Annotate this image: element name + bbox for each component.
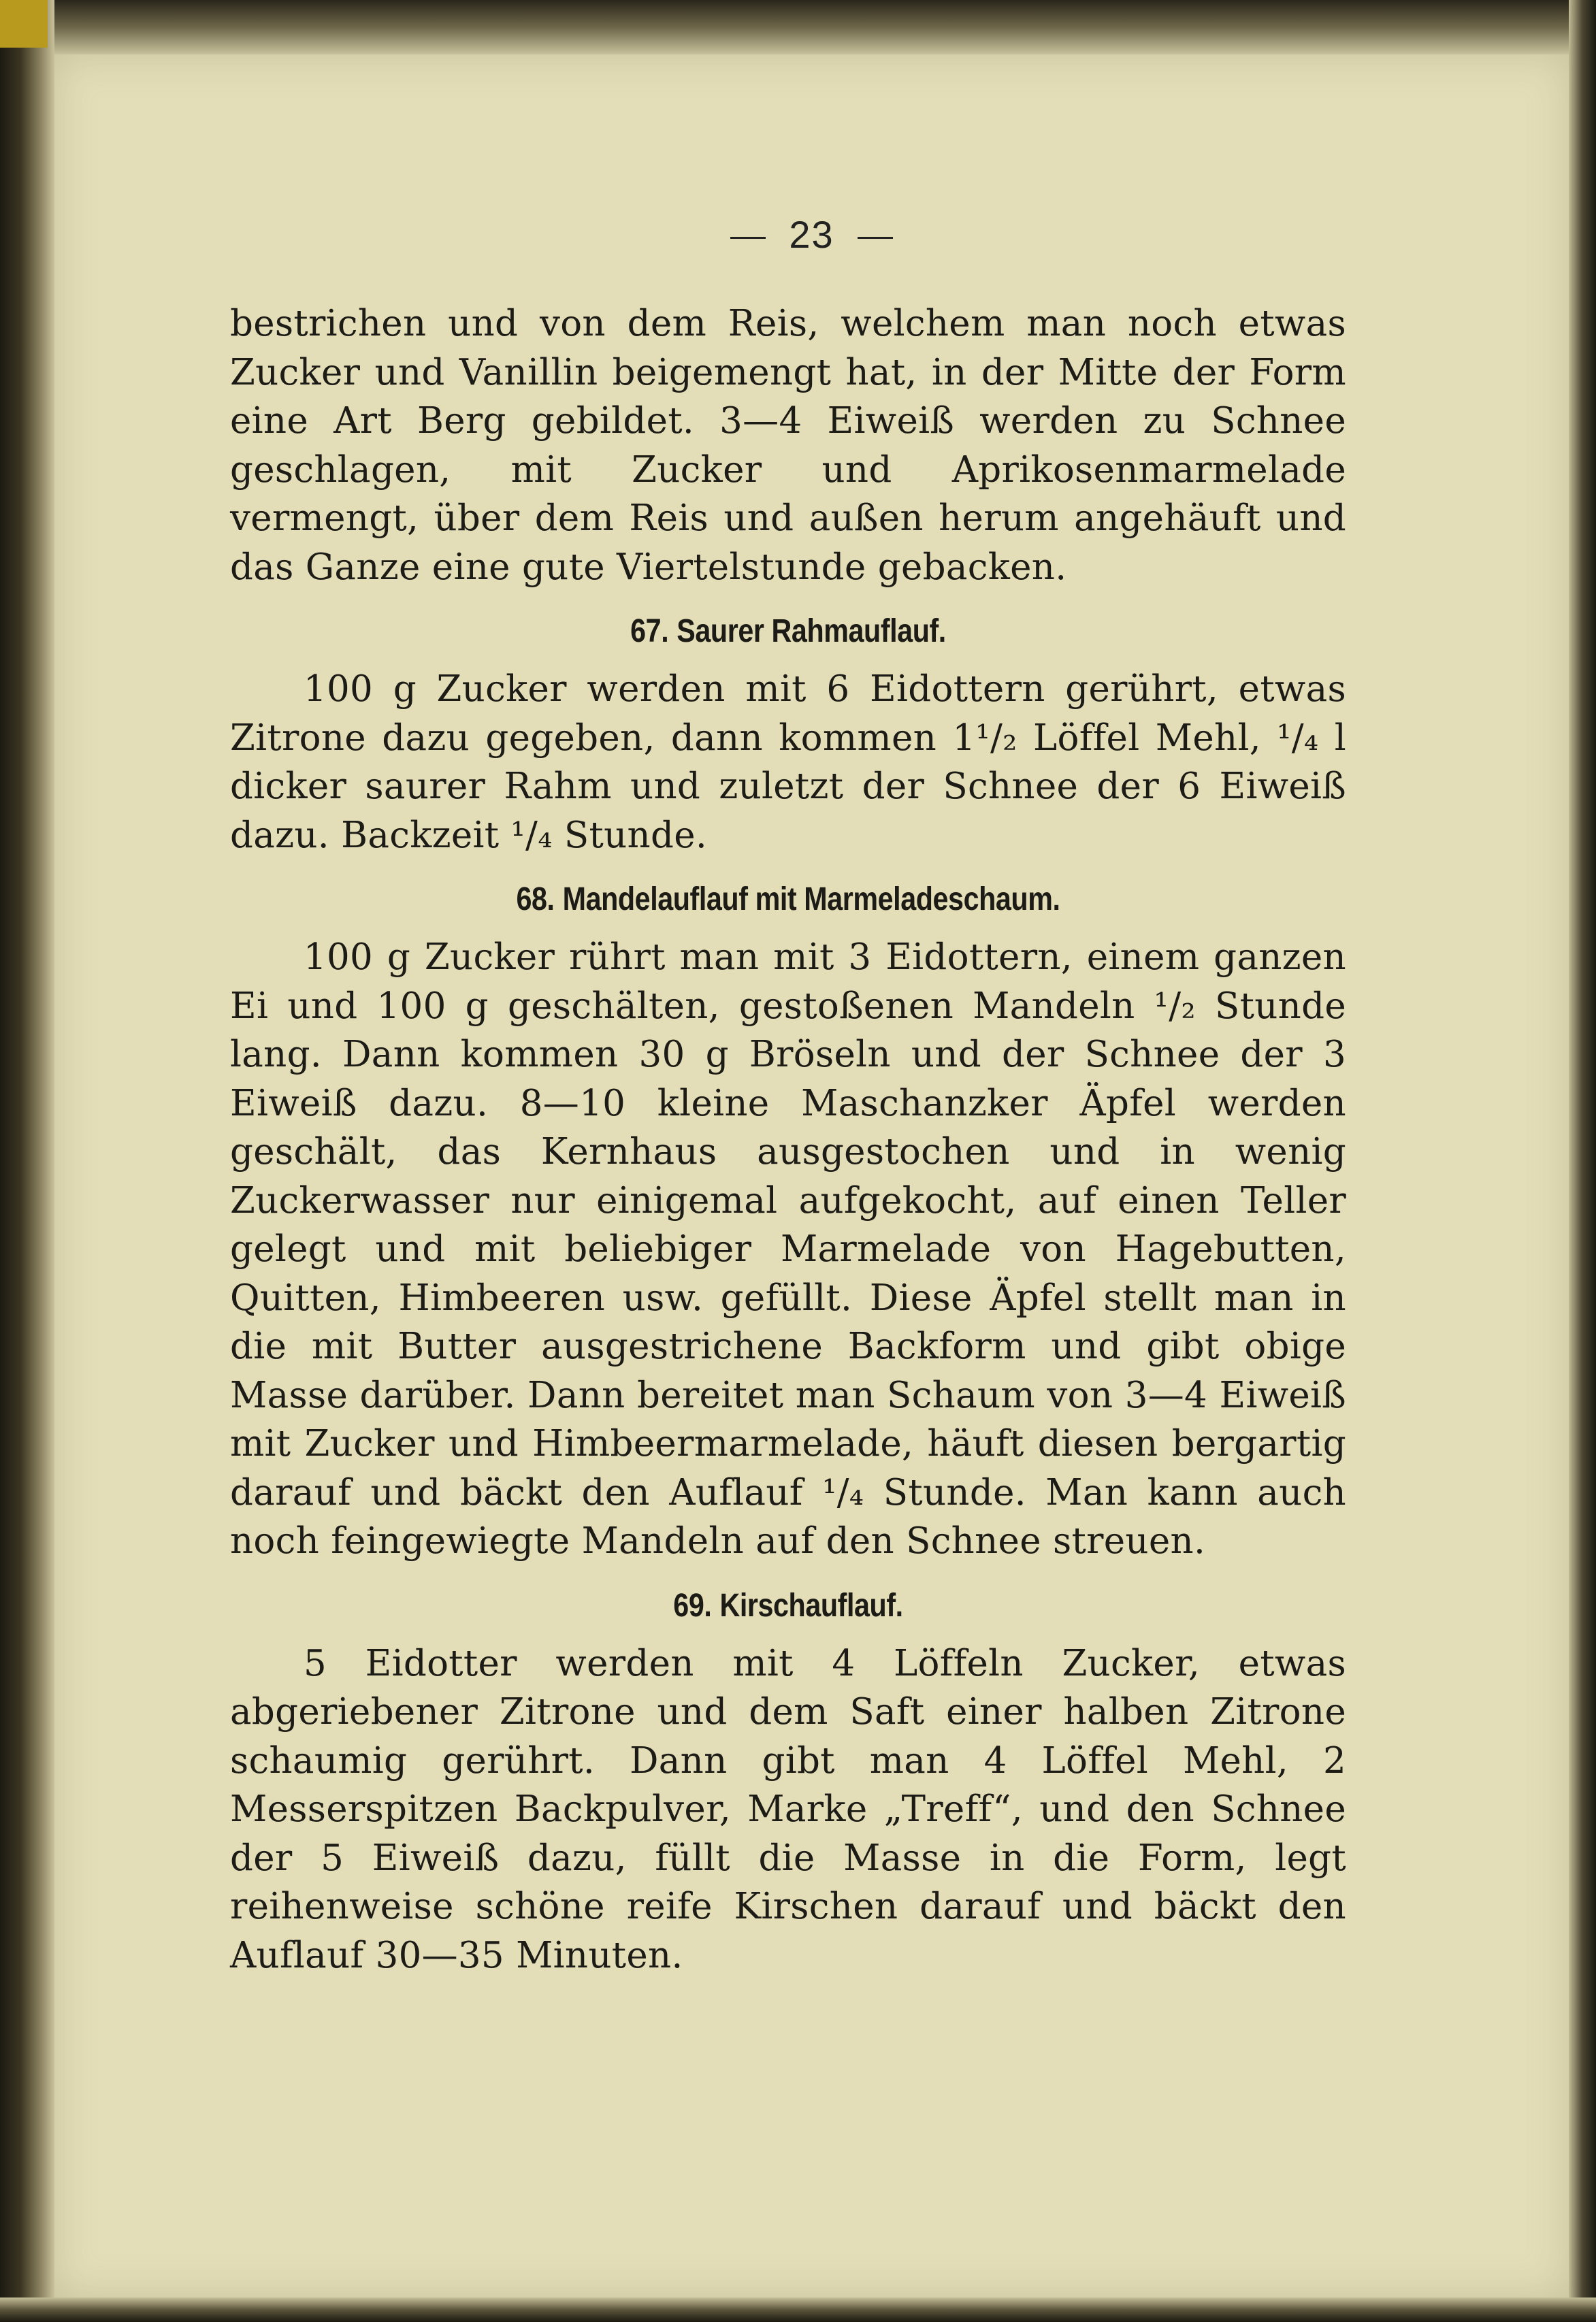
recipe-69 [230, 1586, 1346, 1980]
page-text [230, 299, 1346, 1980]
scan-corner-mark [0, 0, 48, 48]
recipe-68 [230, 880, 1346, 1566]
scan-left-edge [0, 0, 54, 2322]
scan-bottom-edge [0, 2298, 1596, 2322]
recipe-text: 100 g Zucker werden mit 6 Eidottern gerührt, etwas Zitrone dazu gegeben, dann kommen 1¹/₂ Löffel Mehl, ¹/₄ l dicker saurer Rahm und zuletzt der Schnee der 6 Eiweiß dazu. Backzeit ¹/₄ Stunde. [230, 668, 1346, 856]
page-number-value: 23 [789, 213, 834, 256]
scan-right-edge [1569, 0, 1596, 2322]
continuation-paragraph: bestrichen und von dem Reis, welchem man noch etwas Zucker und Vanillin beigemengt hat, in der Mitte der Form eine Art Berg gebildet. 3—4 Eiweiß werden zu Schnee geschlagen, mit Zucker und Aprikosenmarmelade vermengt, über dem Reis und außen herum angehäuft und das Ganze eine gute Viertelstunde gebacken. [230, 303, 1346, 588]
recipe-number: 68. [516, 881, 555, 917]
recipe-title: Saurer Rahmauflauf. [677, 613, 946, 649]
page-number-dash-right [858, 237, 893, 239]
book-page [54, 54, 1569, 2298]
recipe-67 [230, 612, 1346, 860]
scan-top-edge [0, 0, 1596, 54]
recipe-number: 69. [673, 1587, 712, 1624]
recipe-title: Mandelauflauf mit Marmeladeschaum. [562, 881, 1060, 917]
page-number-dash-left [730, 237, 766, 239]
recipe-text: 5 Eidotter werden mit 4 Löffeln Zucker, etwas abgeriebener Zitrone und dem Saft einer halben Zitrone schaumig gerührt. Dann gibt man 4 Löffel Mehl, 2 Messerspitzen Backpulver, Marke „Treff“, und den Schnee der 5 Eiweiß dazu, füllt die Masse in die Form, legt reihenweise schöne reife Kirschen darauf und bäckt den Auflauf 30—35 Minuten. [230, 1642, 1346, 1976]
page-number [54, 212, 1569, 257]
recipe-heading [308, 1586, 1268, 1626]
recipe-number: 67. [630, 613, 669, 649]
recipe-text: 100 g Zucker rührt man mit 3 Eidottern, einem ganzen Ei und 100 g geschälten, gestoßenen Mandeln ¹/₂ Stunde lang. Dann kommen 30 g Bröseln und der Schnee der 3 Eiweiß dazu. 8—10 kleine Maschanzker Äpfel werden geschält, das Kernhaus ausgestochen und in wenig Zuckerwasser nur einigemal aufgekocht, auf einen Teller gelegt und mit beliebiger Marmelade von Hagebutten, Quitten, Himbeeren usw. gefüllt. Diese Äpfel stellt man in die mit Butter ausgestrichene Backform und gibt obige Masse darüber. Dann bereitet man Schaum von 3—4 Eiweiß mit Zucker und Himbeermarmelade, häuft diesen bergartig darauf und bäckt den Auflauf ¹/₄ Stunde. Man kann auch noch feingewiegte Mandeln auf den Schnee streuen. [230, 936, 1346, 1562]
recipe-title: Kirschauflauf. [719, 1587, 903, 1624]
recipe-heading [308, 880, 1268, 919]
recipe-heading [308, 612, 1268, 651]
